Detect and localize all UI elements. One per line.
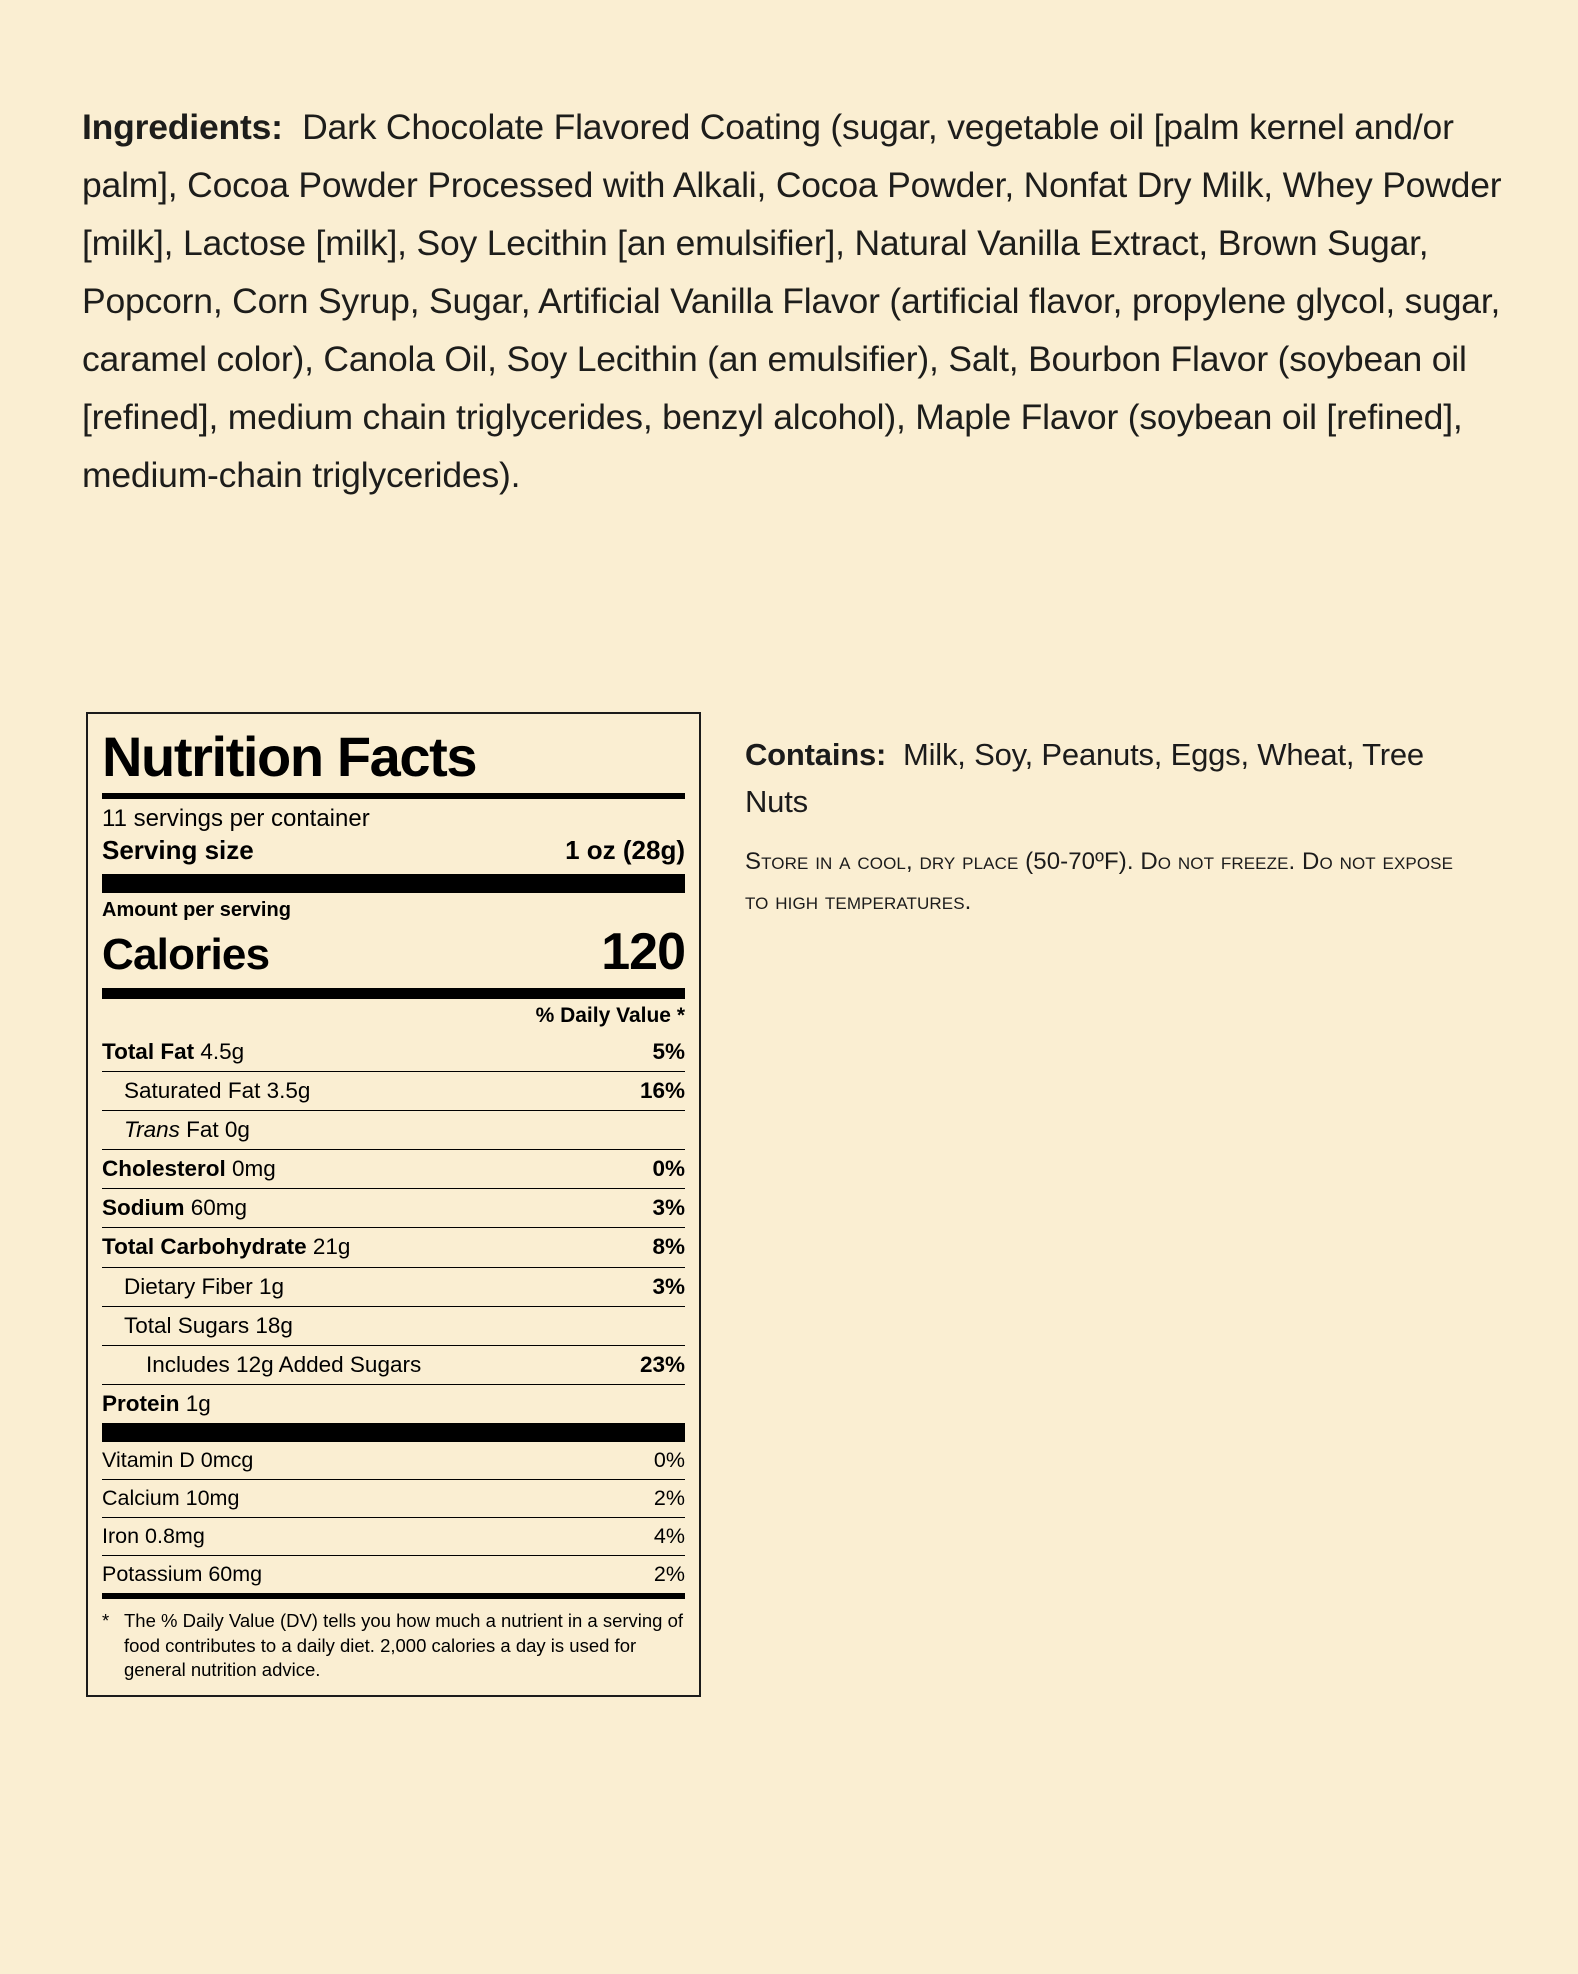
vitamin-name: Potassium 60mg [102, 1562, 263, 1587]
nutrient-row [102, 1307, 685, 1345]
nutrient-daily-value: 0% [652, 1156, 685, 1182]
allergen-paragraph [745, 731, 1485, 825]
nutrient-daily-value: 8% [652, 1234, 685, 1260]
vitamin-name: Iron 0.8mg [102, 1524, 205, 1549]
footnote [102, 1599, 685, 1683]
nutrient-row [102, 1268, 685, 1306]
nutrient-daily-value: 5% [652, 1038, 685, 1064]
ingredients-paragraph [82, 98, 1502, 504]
nutrient-name: Protein 1g [102, 1390, 211, 1416]
nutrient-rows [102, 1033, 685, 1423]
calories-label: Calories [102, 929, 270, 979]
nutrient-daily-value: 3% [652, 1273, 685, 1299]
nutrient-daily-value: 23% [639, 1351, 685, 1377]
nutrient-name: Dietary Fiber 1g [124, 1273, 285, 1299]
nutrient-name: Trans Fat 0g [124, 1117, 250, 1143]
vitamin-row [102, 1480, 685, 1517]
divider-under-calories [102, 988, 685, 999]
storage-instructions: Store in a cool, dry place (50-70ºF). Do not freeze. Do not expose to high temperatures. [745, 848, 1454, 915]
divider-under-serving-size [102, 874, 685, 893]
nutrition-facts-panel [86, 712, 701, 1697]
nutrient-row [102, 1111, 685, 1149]
vitamin-daily-value: 4% [653, 1524, 685, 1549]
vitamin-row [102, 1518, 685, 1555]
vitamin-name: Vitamin D 0mcg [102, 1448, 254, 1473]
nutrient-daily-value: 3% [652, 1195, 685, 1221]
nutrition-facts-title: Nutrition Facts [102, 725, 477, 788]
allergen-body: Milk, Soy, Peanuts, Eggs, Wheat, Tree Nuts [745, 737, 1424, 819]
calories-value: 120 [601, 922, 685, 981]
servings-per-container: 11 servings per container [102, 804, 370, 832]
nutrient-name: Sodium 60mg [102, 1195, 248, 1221]
nutrient-name: Includes 12g Added Sugars [146, 1351, 422, 1377]
serving-size-label: Serving size [102, 834, 254, 865]
nutrient-name: Total Sugars 18g [124, 1312, 293, 1338]
vitamin-daily-value: 2% [653, 1486, 685, 1511]
vitamin-rows [102, 1442, 685, 1593]
vitamin-daily-value: 0% [653, 1448, 685, 1473]
footnote-star: * [102, 1610, 110, 1632]
nutrient-row [102, 1228, 685, 1266]
serving-size-value: 1 oz (28g) [565, 834, 685, 865]
vitamin-row [102, 1442, 685, 1479]
divider-under-protein [102, 1423, 685, 1442]
nutrient-row [102, 1033, 685, 1071]
ingredients-block [82, 62, 1502, 539]
serving-size-row [102, 833, 685, 874]
nutrient-row [102, 1150, 685, 1188]
nutrient-row [102, 1072, 685, 1110]
allergen-label: Contains: [745, 737, 887, 772]
footnote-text: The % Daily Value (DV) tells you how much a nutrient in a serving of food contributes to a daily diet. 2,000 calories a day is used for general nutrition advice. [124, 1610, 684, 1681]
storage-block [745, 818, 1475, 946]
nutrient-daily-value: 16% [639, 1077, 685, 1103]
vitamin-row [102, 1556, 685, 1593]
nutrient-row [102, 1189, 685, 1227]
nutrient-name: Cholesterol 0mg [102, 1156, 276, 1182]
daily-value-header: % Daily Value * [535, 1003, 685, 1027]
vitamin-name: Calcium 10mg [102, 1486, 240, 1511]
nutrient-name: Saturated Fat 3.5g [124, 1077, 311, 1103]
nutrient-name: Total Fat 4.5g [102, 1038, 245, 1064]
nutrient-row [102, 1346, 685, 1384]
ingredients-label: Ingredients: [82, 106, 283, 147]
nutrient-name: Total Carbohydrate 21g [102, 1234, 351, 1260]
ingredients-body: Dark Chocolate Flavored Coating (sugar, vegetable oil [palm kernel and/or palm], Cocoa Powder Processed with Alkali, Cocoa Powder, Nonfat Dry Milk, Whey Powder [milk], Lactose [milk], Soy Lecithin [an emulsifier], Natural Vanilla Extract, Brown Sugar, Popcorn, Corn Syrup, Sugar, Artificial Vanilla Flavor (artificial flavor, propylene glycol, sugar, caramel color), Canola Oil, Soy Lecithin (an emulsifier), Salt, Bourbon Flavor (soybean oil [refined], medium chain triglycerides, benzyl alcohol), Maple Flavor (soybean oil [refined], medium-chain triglycerides). [82, 106, 1502, 495]
calories-row [102, 922, 685, 988]
nutrient-row [102, 1385, 685, 1423]
vitamin-daily-value: 2% [653, 1562, 685, 1587]
amount-per-serving-label: Amount per serving [102, 898, 291, 921]
